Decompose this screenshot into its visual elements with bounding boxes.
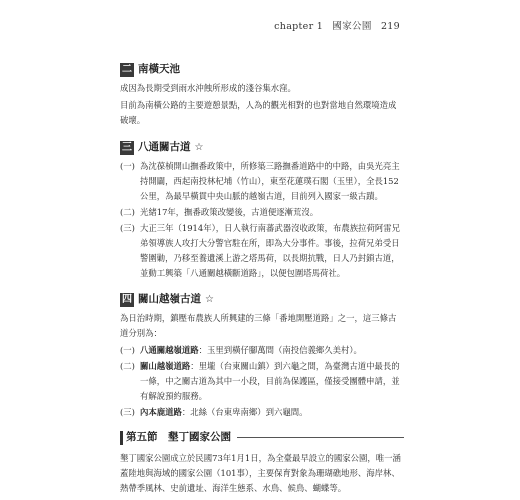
item-text bbox=[140, 405, 404, 420]
chapter-heading bbox=[120, 430, 404, 445]
section-number-badge: 四 bbox=[122, 293, 132, 305]
chapter-label: chapter 1 bbox=[274, 21, 324, 32]
list-item bbox=[120, 359, 404, 404]
paragraph: 成因為長期受到雨水沖蝕所形成的淺谷集水窪。 bbox=[120, 83, 296, 93]
running-header bbox=[268, 18, 400, 32]
star-icon: ☆ bbox=[194, 142, 204, 153]
item-label: 內本鹿道路 bbox=[140, 407, 182, 417]
item-text bbox=[140, 359, 404, 404]
item-text: 為沈葆楨開山撫番政策中，所修築三路撫番道路中的中路，由吳光亮主持開闢，西起南投林杞埔（竹山），東至花蓮璞石閣（玉里），全長152公里，為最早橫貫中央山脈的越嶺古道，目前列入國家一級古蹟。 bbox=[140, 161, 400, 201]
paragraph: 墾丁國家公園成立於民國73年1月1日，為全臺最早設立的國家公園，唯一涵蓋陸地與海域的國家公園（101事），主要保育對象為珊瑚礁地形、海岸林、熱帶季風林、史前遺址、海洋生態系、水鳥、候鳥、蝴蝶等。 bbox=[120, 453, 401, 493]
list-item bbox=[120, 205, 404, 220]
section-title: 南橫天池 bbox=[138, 63, 180, 75]
paragraph: 為日治時期，鎮壓布農族人所興建的三條「番地開壓道路」之一，這三條古道分別為： bbox=[120, 313, 397, 338]
list-item bbox=[120, 221, 404, 281]
heading-rule bbox=[237, 437, 404, 438]
item-number: (一) bbox=[120, 161, 135, 171]
section-heading-4 bbox=[120, 292, 404, 307]
heading-bar bbox=[120, 431, 123, 445]
page-number: 219 bbox=[380, 21, 400, 32]
item-number: (二) bbox=[120, 207, 135, 217]
item-number: (一) bbox=[120, 345, 135, 355]
section-title: 八通關古道 bbox=[138, 141, 191, 153]
item-number: (三) bbox=[120, 407, 135, 417]
star-icon: ☆ bbox=[205, 294, 214, 305]
section-heading-2 bbox=[120, 62, 404, 77]
paragraph: 目前為南橫公路的主要遊憩景點，人為的觀光相對的也對當地自然環境造成破壞。 bbox=[120, 100, 397, 125]
item-text: 大正三年（1914年），日人執行南蕃武器沒收政策，布農族拉荷阿雷兄弟領導族人攻打大分警官駐在所，即為大分事件。事後，拉荷兄弟受日警圍勦，乃移至養遺溪上游之塔馬荷，以長期抗戰，日人乃封鎖古道，並動工興築「八通關越橫斷道路」，以便包圍塔馬荷社。 bbox=[140, 223, 400, 278]
item-number: (二) bbox=[120, 361, 135, 371]
section-number-badge: 三 bbox=[122, 141, 132, 153]
item-desc: ：里壠（台東關山鎮）到六龜之間，為臺灣古道中最長的一條，中之關古道為其中一小段，目前為保護區，僅接受團體申請，並有解說預約服務。 bbox=[140, 361, 400, 401]
chapter-title: 第五節 墾丁國家公園 bbox=[126, 431, 231, 443]
item-desc: ：玉里到橫仔腳萬間（南投信義鄉久美村）。 bbox=[198, 345, 362, 355]
list-item bbox=[120, 343, 404, 358]
item-number: (三) bbox=[120, 223, 135, 233]
item-label: 八通關越嶺道路 bbox=[140, 345, 199, 355]
section-label: 國家公園 bbox=[332, 21, 372, 32]
section-heading-3 bbox=[120, 140, 404, 155]
item-text: 光緒17年，撫番政策改變後，古道便逐漸荒沒。 bbox=[140, 207, 319, 217]
item-desc: ：北絲（台東卑南鄉）到六龜間。 bbox=[181, 407, 308, 417]
list-item bbox=[120, 159, 404, 204]
item-text bbox=[140, 343, 404, 358]
section-number-badge: 二 bbox=[122, 63, 132, 75]
page-body bbox=[120, 60, 404, 498]
section-title: 關山越嶺古道 bbox=[138, 293, 201, 305]
list-item bbox=[120, 405, 404, 420]
item-label: 關山越嶺道路 bbox=[140, 361, 191, 371]
